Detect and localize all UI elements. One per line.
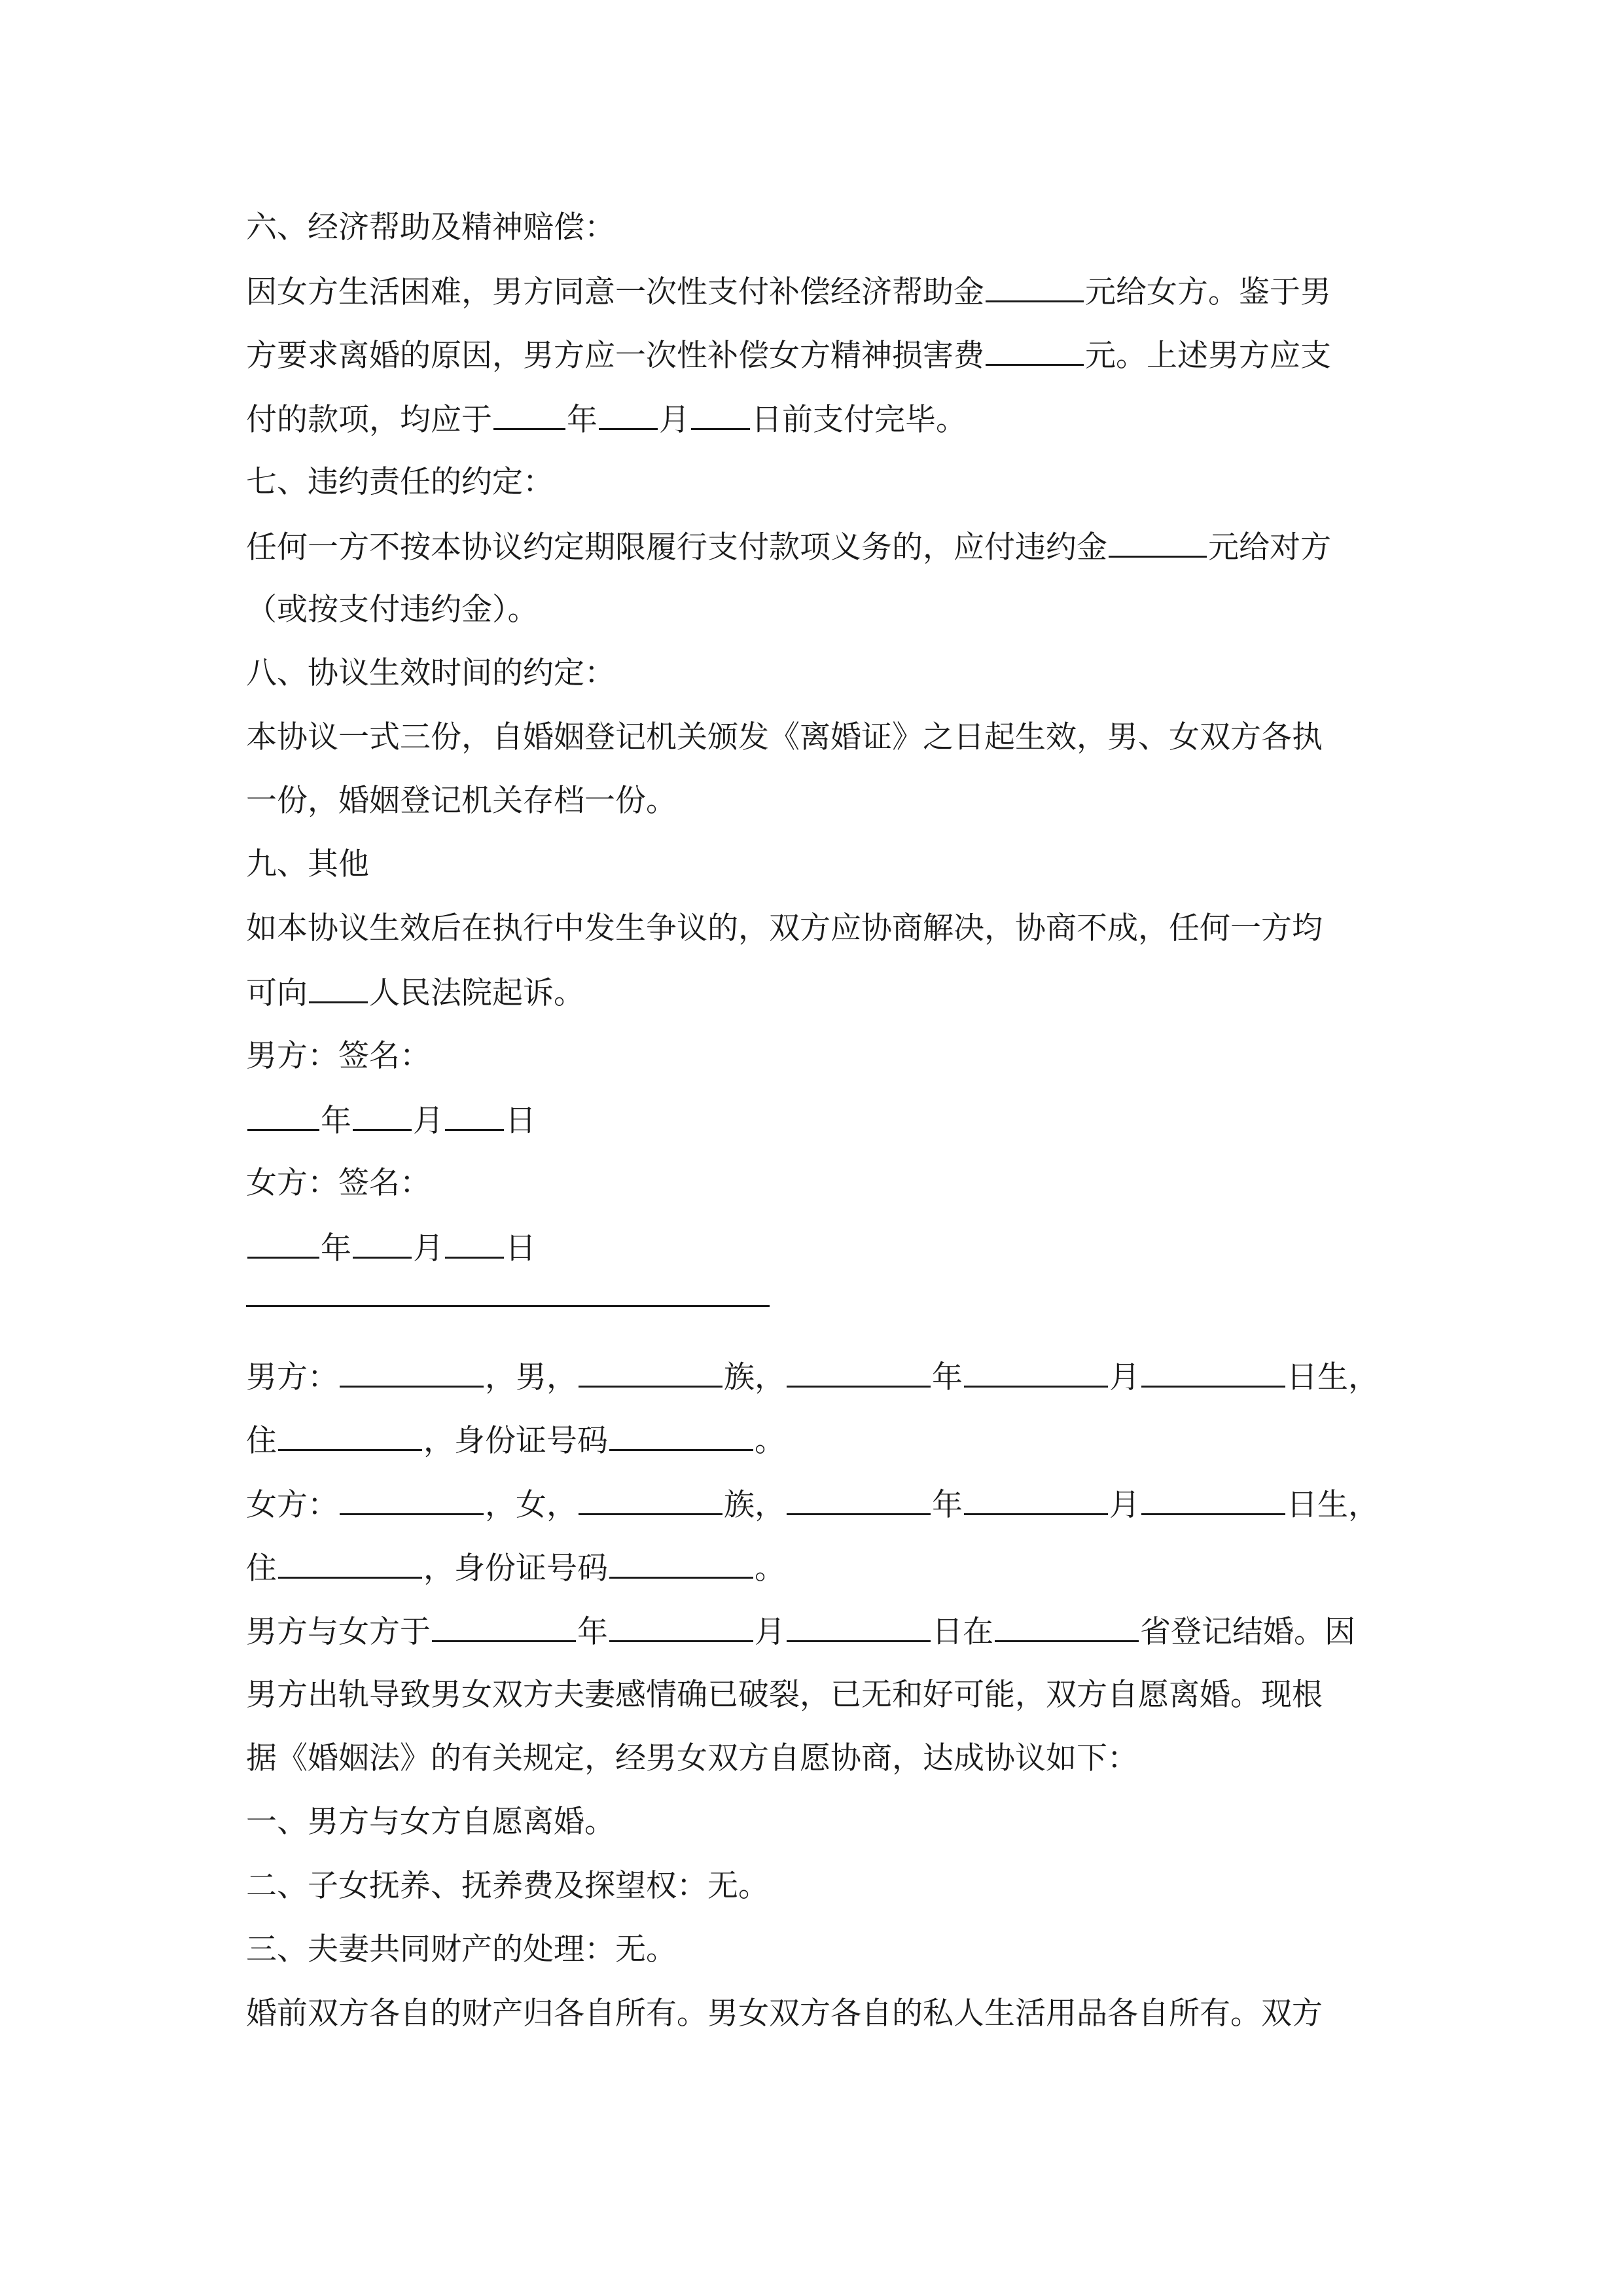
month-blank — [609, 1611, 753, 1642]
amount-blank — [1109, 527, 1207, 558]
ethnicity-blank — [579, 1357, 722, 1388]
female-signature: 女方：签名： — [246, 1165, 431, 1201]
month-blank — [964, 1357, 1108, 1388]
day-blank — [445, 1100, 504, 1131]
item-3: 三、夫妻共同财产的处理：无。 — [246, 1931, 677, 1967]
male-info-line-1: 男方： ，男， 族， 年 月 日生， — [246, 1357, 1379, 1396]
marriage-line-2: 男方出轨导致男女双方夫妻感情确已破裂，已无和好可能，双方自愿离婚。现根 — [246, 1677, 1323, 1713]
day-blank — [1141, 1484, 1285, 1515]
year-blank — [787, 1357, 931, 1388]
month-blank — [964, 1484, 1108, 1515]
ethnicity-blank — [579, 1484, 722, 1515]
year-blank — [787, 1484, 931, 1515]
section-7-title: 七、违约责任的约定： — [246, 464, 554, 500]
section-8-title: 八、协议生效时间的约定： — [246, 655, 615, 691]
female-info-line-1: 女方： ，女， 族， 年 月 日生， — [246, 1484, 1379, 1524]
female-sign-date: 年 月 日 — [246, 1228, 536, 1267]
year-blank — [432, 1611, 576, 1642]
year-blank — [493, 399, 565, 430]
section-8-line-1: 本协议一式三份，自婚姻登记机关颁发《离婚证》之日起生效，男、女双方各执 — [246, 719, 1323, 755]
separator-rule — [246, 1305, 770, 1307]
court-blank — [309, 973, 368, 1003]
year-blank — [247, 1100, 319, 1131]
amount-blank — [986, 335, 1084, 366]
marriage-line-3: 据《婚姻法》的有关规定，经男女双方自愿协商，达成协议如下： — [246, 1740, 1138, 1776]
month-blank — [353, 1228, 412, 1259]
name-blank — [340, 1357, 484, 1388]
year-blank — [247, 1228, 319, 1259]
day-blank — [445, 1228, 504, 1259]
section-6-title: 六、经济帮助及精神赔偿： — [246, 209, 615, 245]
section-6-line-2: 方要求离婚的原因，男方应一次性补偿女方精神损害费 元。上述男方应支 — [246, 335, 1331, 374]
section-7-line-1: 任何一方不按本协议约定期限履行支付款项义务的，应付违约金 元给对方 — [246, 527, 1331, 566]
section-9-title: 九、其他 — [246, 846, 369, 882]
address-blank — [278, 1420, 422, 1451]
id-number-blank — [609, 1548, 753, 1579]
item-2: 二、子女抚养、抚养费及探望权：无。 — [246, 1868, 769, 1904]
section-6-line-3: 付的款项，均应于 年 月 日前支付完毕。 — [246, 399, 967, 439]
section-9-line-1: 如本协议生效后在执行中发生争议的，双方应协商解决，协商不成，任何一方均 — [246, 910, 1323, 946]
marriage-line-1: 男方与女方于 年 月 日在 省登记结婚。因 — [246, 1611, 1355, 1651]
male-info-line-2: 住 ，身份证号码 。 — [246, 1420, 785, 1460]
month-blank — [353, 1100, 412, 1131]
name-blank — [340, 1484, 484, 1515]
male-sign-date: 年 月 日 — [246, 1100, 536, 1139]
address-blank — [278, 1548, 422, 1579]
section-8-line-2: 一份，婚姻登记机关存档一份。 — [246, 783, 677, 819]
day-blank — [787, 1611, 931, 1642]
section-7-line-2: （或按支付违约金）。 — [246, 592, 539, 628]
item-1: 一、男方与女方自愿离婚。 — [246, 1804, 615, 1840]
id-number-blank — [609, 1420, 753, 1451]
month-blank — [599, 399, 658, 430]
item-3-paragraph: 婚前双方各自的财产归各自所有。男女双方各自的私人生活用品各自所有。双方 — [246, 1996, 1323, 2032]
day-blank — [1141, 1357, 1285, 1388]
female-info-line-2: 住 ，身份证号码 。 — [246, 1548, 785, 1587]
male-signature: 男方：签名： — [246, 1038, 431, 1074]
amount-blank — [986, 272, 1084, 302]
section-9-line-2: 可向 人民法院起诉。 — [246, 973, 584, 1012]
section-6-line-1: 因女方生活困难，男方同意一次性支付补偿经济帮助金 元给女方。鉴于男 — [246, 272, 1331, 311]
province-blank — [995, 1611, 1139, 1642]
day-blank — [691, 399, 750, 430]
